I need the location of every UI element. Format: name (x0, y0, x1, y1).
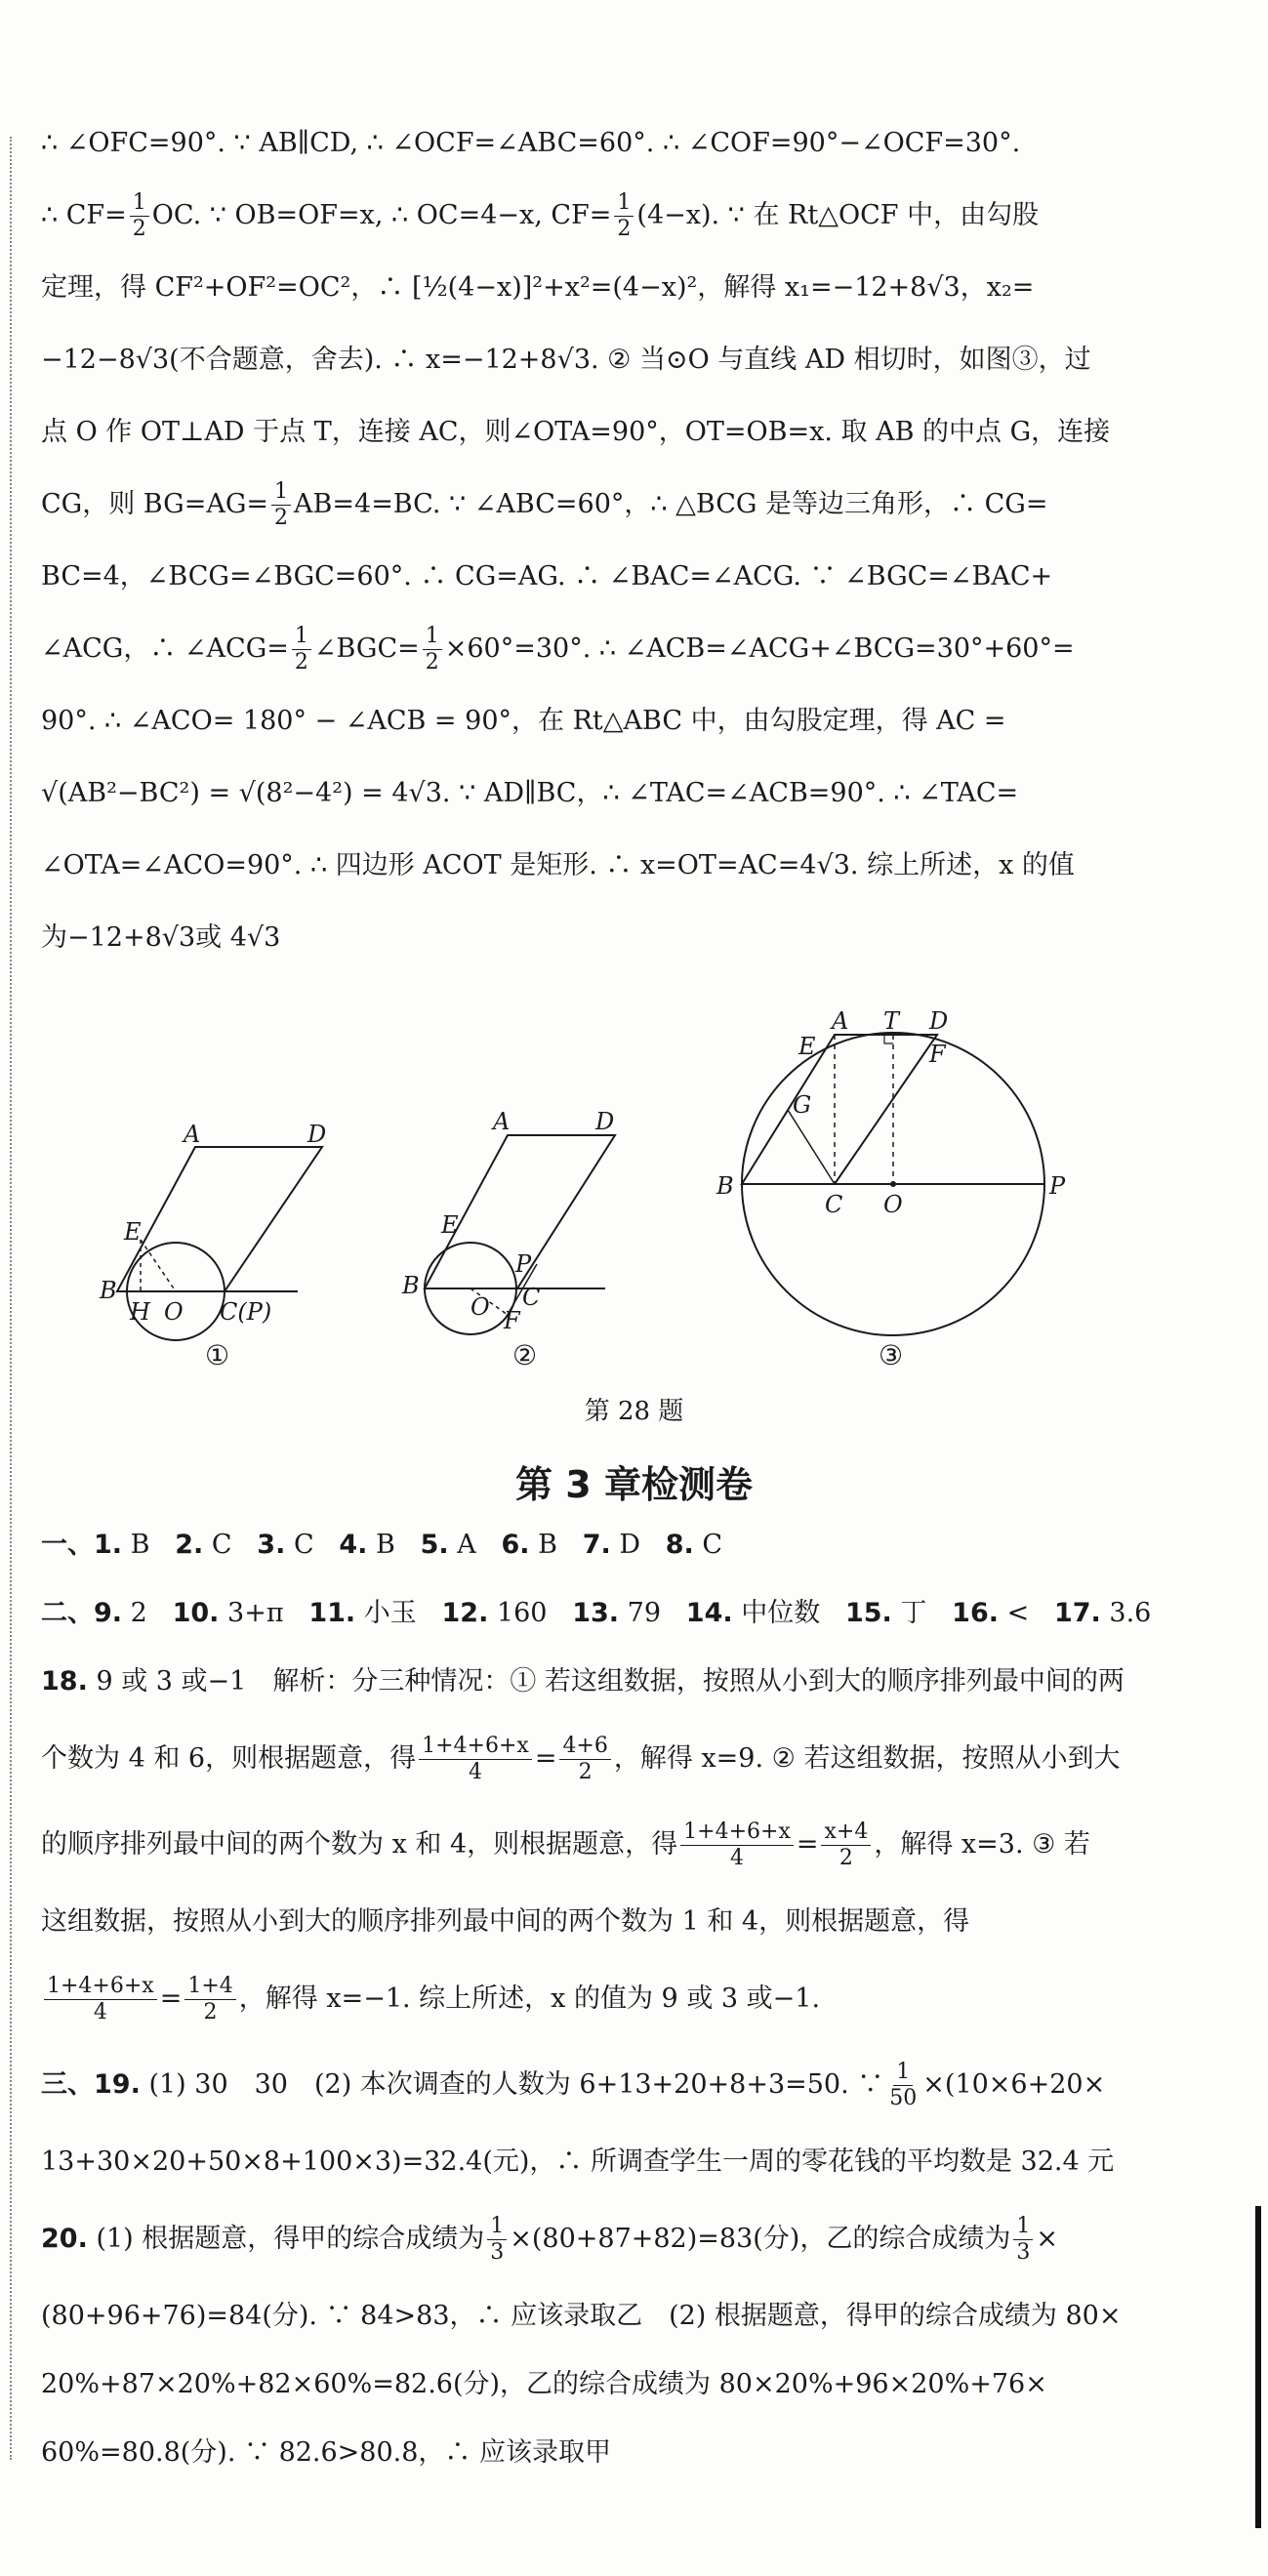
text-line: −12−8√3(不合题意，舍去). ∴ x=−12+8√3. ② 当⊙O 与直线 AD 相切时，如图③，过 (41, 345, 1091, 375)
text-line (41, 180, 1144, 252)
label-e: E (441, 1211, 459, 1239)
label-o: O (164, 1298, 184, 1326)
text-span: ×60°=30°. ∴ ∠ACB=∠ACG+∠BCG=30°+60°= (444, 634, 1075, 664)
label-o: O (883, 1191, 903, 1218)
text-span: OC. ∵ OB=OF=x, ∴ OC=4−x, CF= (151, 200, 612, 230)
text-span: = (159, 1983, 183, 2014)
q20-line-4: 60%=80.8(分). ∵ 82.6>80.8，∴ 应该录取甲 (41, 2437, 612, 2468)
q-num: 16. (952, 1598, 999, 1628)
denominator: 2 (617, 217, 632, 241)
fraction (821, 1820, 871, 1871)
numerator: 1 (487, 2214, 507, 2240)
label-c: C (522, 1284, 541, 1311)
q18-line-4: 这组数据，按照从小到大的顺序排列最中间的两个数为 1 和 4，则根据题意，得 (41, 1906, 970, 1937)
label-c: C (825, 1191, 843, 1218)
figure-1 (98, 1113, 327, 1337)
figure-caption: 第 28 题 (584, 1397, 684, 1426)
label-a: A (493, 1108, 511, 1135)
numerator: 1+4 (184, 1974, 235, 2000)
denominator: 4 (468, 1760, 482, 1784)
text-span: ∠ACG，∴ ∠ACG= (41, 634, 289, 664)
line-gc (788, 1110, 835, 1184)
fraction (886, 2060, 920, 2111)
q18-line-2 (41, 1716, 1144, 1802)
section-1-line (41, 1511, 1144, 1579)
text-line: BC=4，∠BCG=∠BGC=60°. ∴ CG=AG. ∴ ∠BAC=∠ACG. ∵ ∠BGC=∠BAC+ (41, 561, 1053, 592)
label-a: A (184, 1121, 201, 1148)
text-span: (1) 30 30 (2) 本次调查的人数为 6+13+20+8+3=50. ∵ (148, 2069, 884, 2100)
q-answer: 2 (130, 1598, 147, 1628)
q-num: 1. (94, 1530, 123, 1560)
q-num: 18. (41, 1666, 88, 1697)
q20-line-2: (80+96+76)=84(分). ∵ 84>83，∴ 应该录取乙 (2) 根据题意，得甲的综合成绩为 80× (41, 2301, 1122, 2331)
label-b: B (716, 1172, 734, 1200)
parallelogram (742, 1035, 937, 1184)
figure-3 (713, 996, 1074, 1337)
numerator: 1+4+6+x (419, 1734, 532, 1760)
fraction (419, 1734, 532, 1785)
q-num: 19. (94, 2069, 141, 2100)
label-a: A (832, 1007, 849, 1035)
numerator: 1 (271, 479, 291, 506)
point-o (890, 1181, 896, 1187)
q-answer: C (702, 1530, 723, 1560)
q-answer: B (130, 1530, 150, 1560)
text-span: ×(10×6+20× (922, 2069, 1106, 2100)
fraction (614, 190, 634, 242)
section-label: 三、 (41, 2069, 94, 2100)
text-line: ∠OTA=∠ACO=90°. ∴ 四边形 ACOT 是矩形. ∴ x=OT=AC=4√3. 综上所述，x 的值 (41, 850, 1075, 880)
text-span: ×(80+87+82)=83(分)，乙的综合成绩为 (510, 2224, 1011, 2254)
label-b: B (402, 1272, 420, 1299)
q-answer: 3+π (227, 1598, 284, 1628)
text-line (41, 613, 1144, 685)
fraction (559, 1734, 610, 1785)
q-num: 7. (582, 1530, 611, 1560)
text-span: ，解得 x=9. ② 若这组数据，按照从小到大 (613, 1743, 1121, 1774)
q-num: 6. (501, 1530, 530, 1560)
numerator: 1 (893, 2060, 913, 2086)
numerator: 1+4+6+x (44, 1974, 157, 2000)
denominator: 2 (294, 650, 308, 675)
denominator: 4 (93, 2000, 107, 2024)
q-num: 8. (665, 1530, 694, 1560)
q-num: 12. (441, 1598, 489, 1628)
q-answer: A (457, 1530, 476, 1560)
text-span: 的顺序排列最中间的两个数为 x 和 4，则根据题意，得 (41, 1829, 678, 1860)
fraction (292, 624, 311, 675)
label-f: F (929, 1041, 946, 1068)
answers-block (41, 1511, 1152, 2487)
fraction (680, 1820, 794, 1871)
q-num: 14. (685, 1598, 733, 1628)
text-span: ，解得 x=3. ③ 若 (874, 1829, 1090, 1860)
text-span: (4−x). ∵ 在 Rt△OCF 中，由勾股 (636, 200, 1040, 230)
denominator: 50 (889, 2086, 918, 2110)
denominator: 3 (490, 2240, 505, 2265)
denominator: 2 (425, 650, 439, 675)
q-answer: < (1006, 1598, 1030, 1628)
label-e: E (124, 1218, 142, 1246)
fraction (44, 1974, 157, 2025)
text-span: × (1036, 2224, 1058, 2254)
numerator: 1 (423, 624, 442, 650)
label-p: P (1049, 1172, 1066, 1200)
label-g: G (793, 1091, 812, 1119)
denominator: 2 (274, 506, 289, 530)
q-num: 2. (175, 1530, 204, 1560)
q18-line-3 (41, 1802, 1144, 1888)
numerator: 1 (614, 190, 634, 217)
q-num: 3. (257, 1530, 286, 1560)
left-dotted-rule (10, 137, 12, 2460)
label-h: H (130, 1298, 150, 1326)
fraction (487, 2214, 507, 2266)
label-p: P (515, 1250, 532, 1278)
q-num: 15. (844, 1598, 892, 1628)
q19-line-2: 13+30×20+50×8+100×3)=32.4(元)，∴ 所调查学生一周的零花钱的平均数是 32.4 元 (41, 2147, 1115, 2177)
figure-2 (400, 1098, 625, 1332)
q-num: 11. (308, 1598, 356, 1628)
numerator: 1+4+6+x (680, 1820, 794, 1846)
q-answer: 79 (627, 1598, 662, 1628)
fraction (130, 190, 149, 242)
q-answer: B (538, 1530, 557, 1560)
fraction (423, 624, 442, 675)
section-label: 二、 (41, 1598, 94, 1628)
q20-line-1 (41, 2196, 1144, 2282)
q-num: 10. (172, 1598, 220, 1628)
fraction (1013, 2214, 1033, 2266)
q-answer: 丁 (900, 1598, 927, 1628)
denominator: 2 (839, 1846, 853, 1870)
q-num: 4. (339, 1530, 368, 1560)
numerator: 1 (292, 624, 311, 650)
text-span: 9 或 3 或−1 解析：分三种情况：① 若这组数据，按照从小到大的顺序排列最中间的两 (96, 1666, 1125, 1697)
solution-28-text (41, 107, 1144, 974)
denominator: 2 (203, 2000, 218, 2024)
text-span: ，解得 x=−1. 综上所述，x 的值为 9 或 3 或−1. (238, 1983, 821, 2014)
text-line: 点 O 作 OT⊥AD 于点 T，连接 AC，则∠OTA=90°，OT=OB=x. 取 AB 的中点 G，连接 (41, 417, 1111, 447)
text-span: AB=4=BC. ∵ ∠ABC=60°，∴ △BCG 是等边三角形，∴ CG= (294, 489, 1048, 519)
text-span: = (796, 1829, 819, 1860)
label-d: D (929, 1007, 949, 1035)
q-answer: C (211, 1530, 232, 1560)
fraction (184, 1974, 235, 2025)
text-line: 90°. ∴ ∠ACO= 180° − ∠ACB = 90°，在 Rt△ABC 中，由勾股定理，得 AC = (41, 706, 1006, 736)
label-b: B (100, 1277, 117, 1304)
label-c: C(P) (220, 1298, 272, 1326)
text-span: (1) 根据题意，得甲的综合成绩为 (96, 2224, 485, 2254)
figure-1-number: ① (205, 1339, 230, 1371)
q18-line-1 (41, 1648, 1144, 1716)
denominator: 2 (132, 217, 146, 241)
text-span: CG，则 BG=AG= (41, 489, 269, 519)
label-d: D (595, 1108, 615, 1135)
text-line: ∴ ∠OFC=90°. ∵ AB∥CD, ∴ ∠OCF=∠ABC=60°. ∴ ∠COF=90°−∠OCF=30°. (41, 128, 1021, 158)
label-f: F (504, 1307, 520, 1334)
text-line: √(AB²−BC²) = √(8²−4²) = 4√3. ∵ AD∥BC，∴ ∠TAC=∠ACB=90°. ∴ ∠TAC= (41, 778, 1019, 808)
denominator: 3 (1016, 2240, 1031, 2265)
q-num: 13. (572, 1598, 620, 1628)
q-answer: B (376, 1530, 395, 1560)
figure-2-number: ② (512, 1339, 538, 1371)
text-span: ∠BGC= (313, 634, 420, 664)
label-t: T (883, 1007, 900, 1035)
text-span: ∴ CF= (41, 200, 127, 230)
q-answer: 3.6 (1109, 1598, 1152, 1628)
q-num: 17. (1053, 1598, 1101, 1628)
q-num: 20. (41, 2224, 88, 2254)
right-edge-bar (1255, 2206, 1261, 2528)
q19-line-1 (41, 2042, 1144, 2128)
label-o: O (470, 1293, 490, 1321)
q-num: 5. (420, 1530, 449, 1560)
text-line: 为−12+8√3或 4√3 (41, 922, 281, 953)
right-angle-mark (884, 1035, 893, 1043)
q-answer: D (619, 1530, 641, 1560)
q18-line-5 (41, 1956, 1144, 2042)
chapter-title: 第 3 章检测卷 (515, 1463, 753, 1506)
label-d: D (307, 1121, 327, 1148)
figure-3-number: ③ (879, 1339, 904, 1371)
text-span: 个数为 4 和 6，则根据题意，得 (41, 1743, 417, 1774)
text-line: 定理，得 CF²+OF²=OC²，∴ [½(4−x)]²+x²=(4−x)²，解得 x₁=−12+8√3，x₂= (41, 272, 1035, 303)
denominator: 2 (578, 1760, 593, 1784)
section-label: 一、 (41, 1530, 94, 1560)
denominator: 4 (730, 1846, 744, 1870)
dashed-eo (141, 1240, 176, 1291)
numerator: x+4 (821, 1820, 871, 1846)
q-answer: C (293, 1530, 314, 1560)
fraction (271, 479, 291, 531)
label-e: E (798, 1033, 816, 1060)
text-span: = (534, 1743, 557, 1774)
q-num: 9. (94, 1598, 123, 1628)
q-answer: 中位数 (741, 1598, 821, 1628)
numerator: 1 (1013, 2214, 1033, 2240)
numerator: 1 (130, 190, 149, 217)
numerator: 4+6 (559, 1734, 610, 1760)
text-line (41, 469, 1144, 541)
section-2-line (41, 1579, 1152, 1648)
q20-line-3: 20%+87×20%+82×60%=82.6(分)，乙的综合成绩为 80×20%+96×20%+76× (41, 2369, 1047, 2399)
q-answer: 160 (496, 1598, 548, 1628)
q-answer: 小玉 (363, 1598, 417, 1628)
